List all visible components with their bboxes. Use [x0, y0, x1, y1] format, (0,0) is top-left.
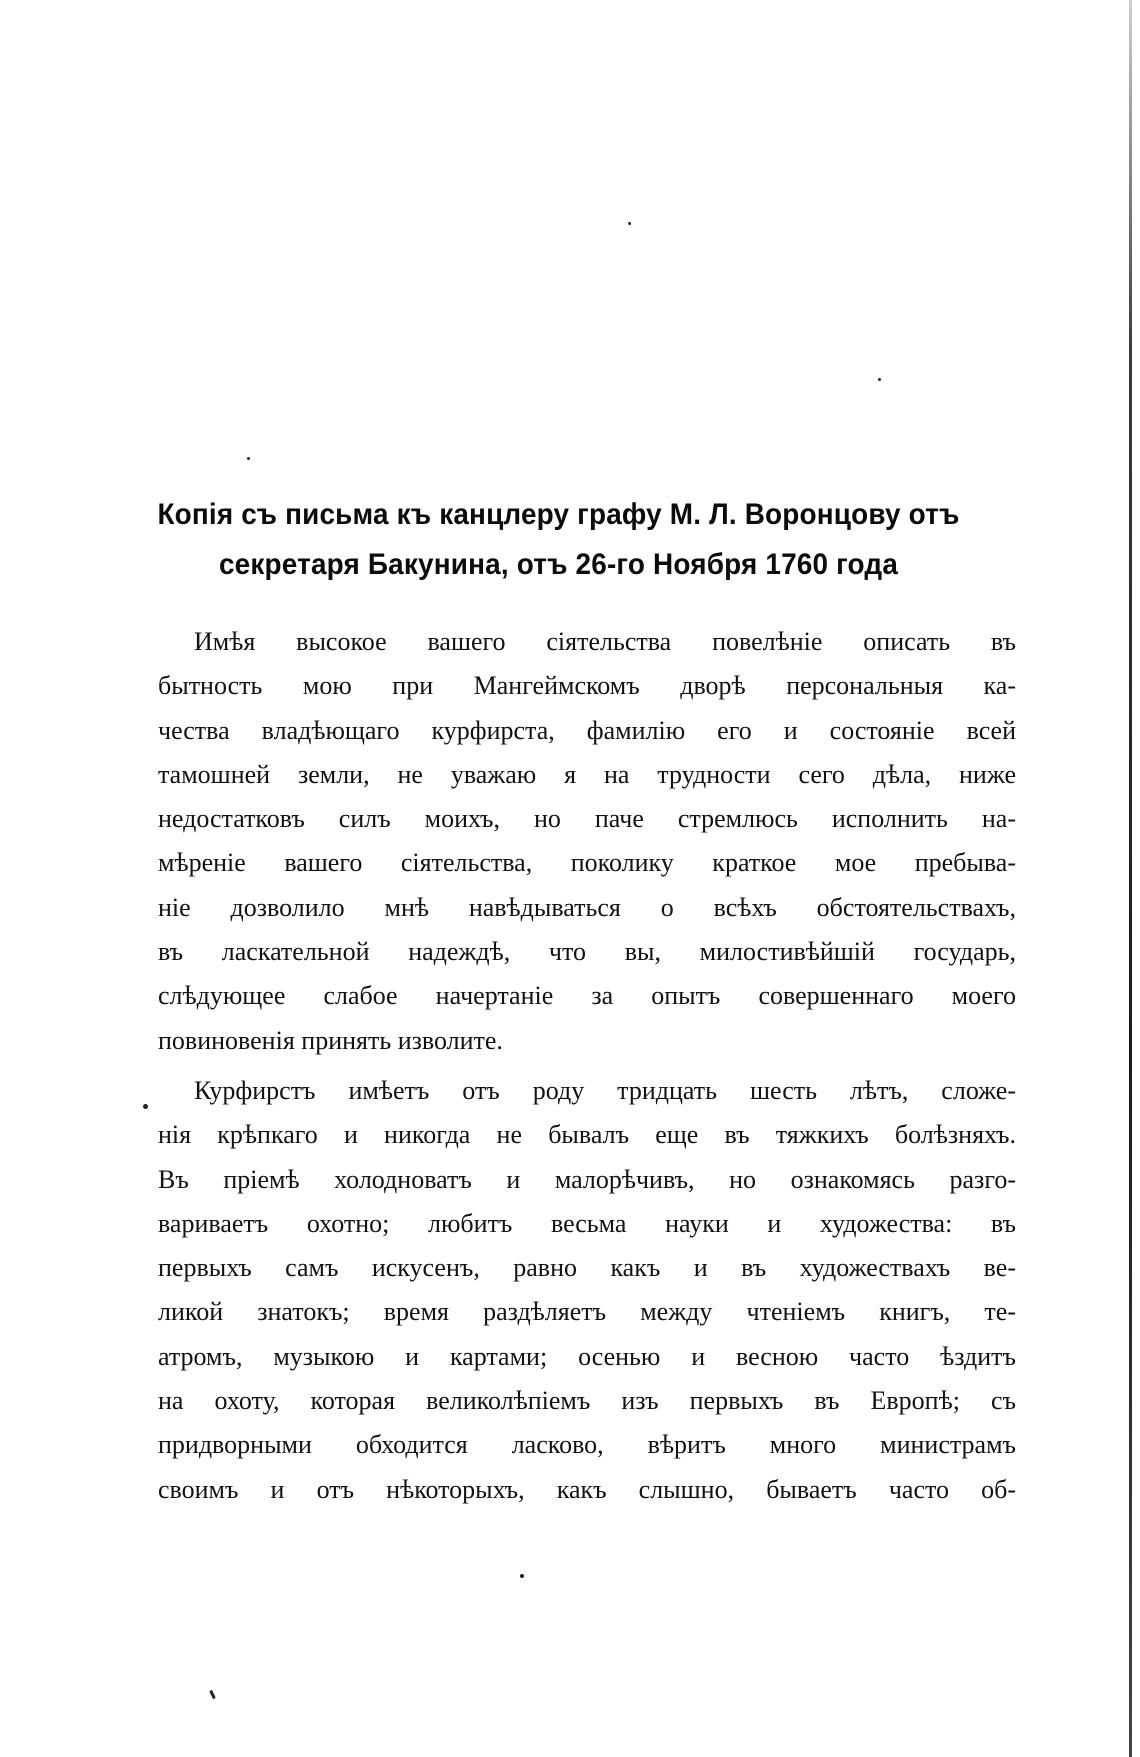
- ink-speck: [143, 1104, 148, 1109]
- paragraph: [158, 620, 1016, 1063]
- text-line: тамошней земли, не уважаю я на трудности сего дѣла, ниже: [158, 759, 1016, 789]
- text-line: въ ласкательной надеждѣ, что вы, милостивѣйшій государь,: [158, 937, 1016, 967]
- text-line: ликой знатокъ; время раздѣляетъ между чтеніемъ книгъ, те-: [158, 1297, 1016, 1327]
- page-edge-shadow: [1129, 0, 1132, 1757]
- heading-line: Копія съ письма къ канцлеру графу М. Л. Воронцову отъ: [157, 498, 960, 531]
- ink-speck: [628, 222, 631, 225]
- text-line: своимъ и отъ нѣкоторыхъ, какъ слышно, бываетъ часто об-: [158, 1474, 1016, 1504]
- text-line: атромъ, музыкою и картами; осенью и весною часто ѣздитъ: [158, 1341, 1016, 1371]
- text-line: Курфирстъ имѣетъ отъ роду тридцать шесть лѣтъ, сложе-: [194, 1075, 1016, 1105]
- text-line: Въ пріемѣ холодноватъ и малорѣчивъ, но ознакомясь разго-: [158, 1164, 1016, 1194]
- text-line: нія крѣпкаго и никогда не бывалъ еще въ тяжкихъ болѣзняхъ.: [158, 1120, 1016, 1150]
- letter-heading: [140, 490, 977, 590]
- text-line: чества владѣющаго курфирста, фамилію его и состояніе всей: [158, 715, 1016, 745]
- paragraph: [158, 1069, 1016, 1512]
- text-line: бытность мою при Мангеймскомъ дворѣ персональныя ка-: [158, 671, 1016, 701]
- text-line: придворными обходится ласково, вѣритъ много министрамъ: [158, 1430, 1016, 1460]
- heading-line: секретаря Бакунина, отъ 26-го Ноября 1760 года: [218, 548, 899, 581]
- ink-speck: [520, 1574, 524, 1578]
- text-line: мѣреніе вашего сіятельства, поколику краткое мое пребыва-: [158, 848, 1016, 878]
- text-line: вариваетъ охотно; любитъ весьма науки и художества: въ: [158, 1208, 1016, 1238]
- ink-speck: [878, 378, 881, 381]
- ink-speck: [247, 457, 250, 460]
- text-line: первыхъ самъ искусенъ, равно какъ и въ художествахъ ве-: [158, 1253, 1016, 1283]
- text-line: слѣдующее слабое начертаніе за опытъ совершеннаго моего: [158, 981, 1016, 1011]
- text-line: Имѣя высокое вашего сіятельства повелѣніе описать въ: [194, 627, 1016, 656]
- text-line: на охоту, которая великолѣпіемъ изъ первыхъ въ Европѣ; съ: [158, 1386, 1016, 1416]
- text-line: недостатковъ силъ моихъ, но паче стремлюсь исполнить на-: [158, 804, 1016, 834]
- text-line: повиновенія принять изволите.: [158, 1025, 503, 1055]
- letter-body: [158, 620, 1016, 1512]
- text-line: ніе дозволило мнѣ навѣдываться о всѣхъ обстоятельствахъ,: [158, 892, 1016, 922]
- ink-speck: [209, 1690, 216, 1699]
